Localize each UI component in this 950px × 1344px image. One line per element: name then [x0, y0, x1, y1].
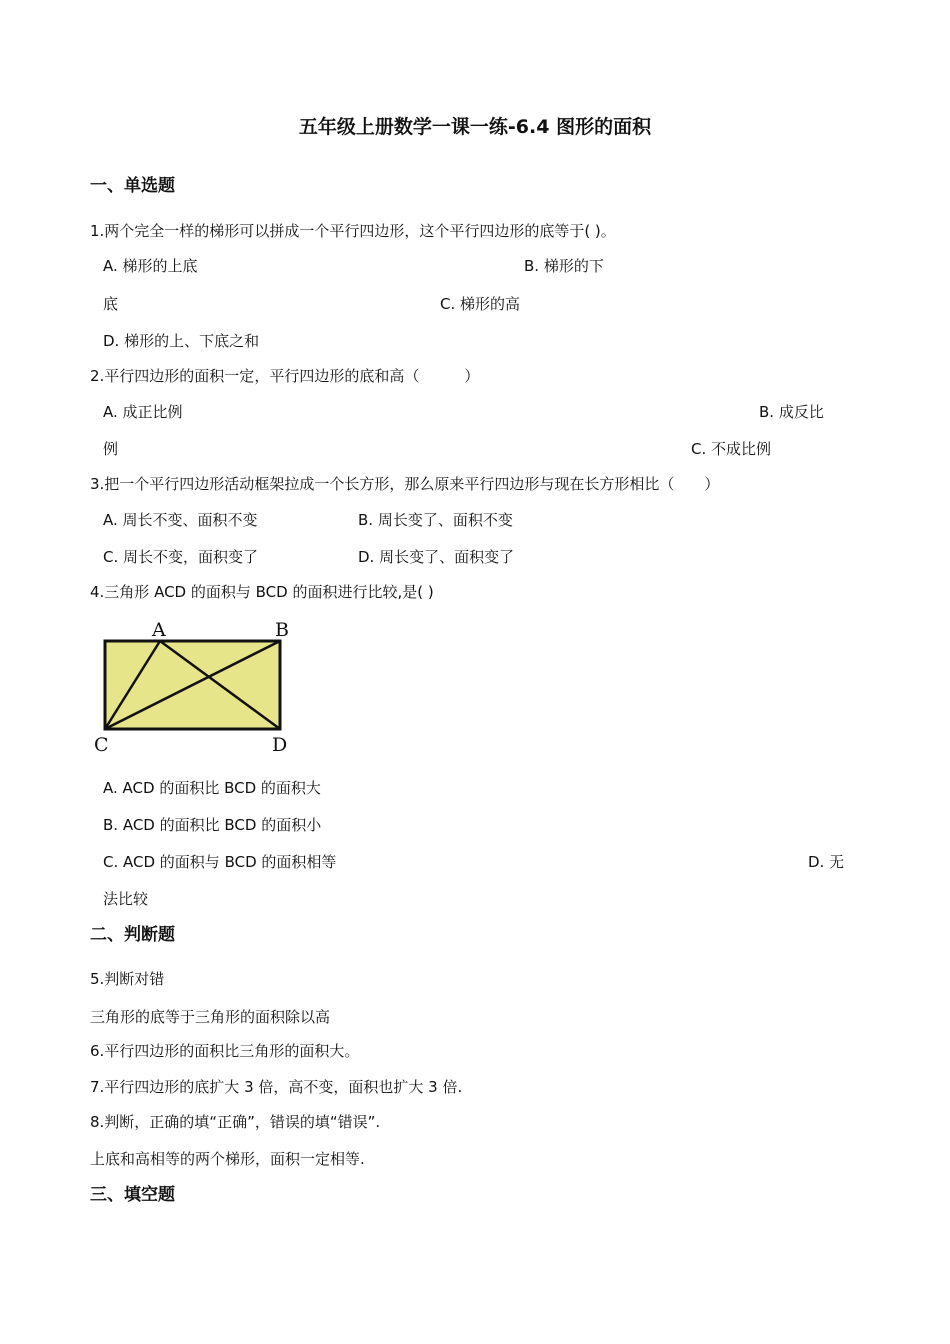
option-d-wrap: 法比较	[103, 890, 149, 908]
vertex-label-d: D	[272, 734, 288, 756]
option-d[interactable]: D. 无	[808, 853, 845, 871]
section-heading-fill-blank: 三、填空题	[90, 1185, 175, 1205]
option-a[interactable]: A. 梯形的上底	[103, 257, 198, 275]
vertex-label-a: A	[152, 619, 166, 641]
question-8-body: 上底和高相等的两个梯形，面积一定相等.	[90, 1150, 365, 1168]
option-c[interactable]: C. 梯形的高	[440, 295, 521, 313]
option-c[interactable]: C. ACD 的面积与 BCD 的面积相等	[103, 853, 337, 871]
option-a[interactable]: A. ACD 的面积比 BCD 的面积大	[103, 779, 321, 797]
option-b[interactable]: B. ACD 的面积比 BCD 的面积小	[103, 816, 322, 834]
question-5-body: 三角形的底等于三角形的面积除以高	[90, 1008, 331, 1026]
vertex-label-c: C	[94, 734, 109, 756]
question-6-stem: 6.平行四边形的面积比三角形的面积大。	[90, 1042, 360, 1060]
question-7-stem: 7.平行四边形的底扩大 3 倍，高不变，面积也扩大 3 倍.	[90, 1078, 463, 1096]
rectangle-figure	[92, 614, 312, 756]
option-d[interactable]: D. 梯形的上、下底之和	[103, 332, 260, 350]
section-heading-true-false: 二、判断题	[90, 925, 175, 945]
option-c[interactable]: C. 周长不变，面积变了	[103, 548, 259, 566]
option-b[interactable]: B. 周长变了、面积不变	[358, 511, 513, 529]
option-b-wrap: 例	[103, 440, 119, 458]
question-stem: 3.把一个平行四边形活动框架拉成一个长方形，那么原来平行四边形与现在长方形相比（ ）	[90, 475, 720, 493]
option-b-wrap: 底	[103, 295, 119, 313]
question-5-stem: 5.判断对错	[90, 970, 165, 988]
option-c[interactable]: C. 不成比例	[691, 440, 772, 458]
question-stem: 2.平行四边形的面积一定，平行四边形的底和高（ ）	[90, 367, 480, 385]
option-a[interactable]: A. 成正比例	[103, 403, 183, 421]
vertex-label-b: B	[275, 619, 289, 641]
page-title: 五年级上册数学一课一练-6.4 图形的面积	[298, 116, 652, 138]
question-stem: 4.三角形 ACD 的面积与 BCD 的面积进行比较,是( )	[90, 583, 434, 601]
question-8-stem: 8.判断，正确的填“正确”，错误的填“错误”.	[90, 1113, 381, 1131]
question-stem: 1.两个完全一样的梯形可以拼成一个平行四边形，这个平行四边形的底等于( )。	[90, 222, 616, 240]
option-b[interactable]: B. 成反比	[759, 403, 824, 421]
option-b[interactable]: B. 梯形的下	[524, 257, 604, 275]
option-d[interactable]: D. 周长变了、面积变了	[358, 548, 515, 566]
section-heading-single-choice: 一、单选题	[90, 176, 175, 196]
option-a[interactable]: A. 周长不变、面积不变	[103, 511, 258, 529]
